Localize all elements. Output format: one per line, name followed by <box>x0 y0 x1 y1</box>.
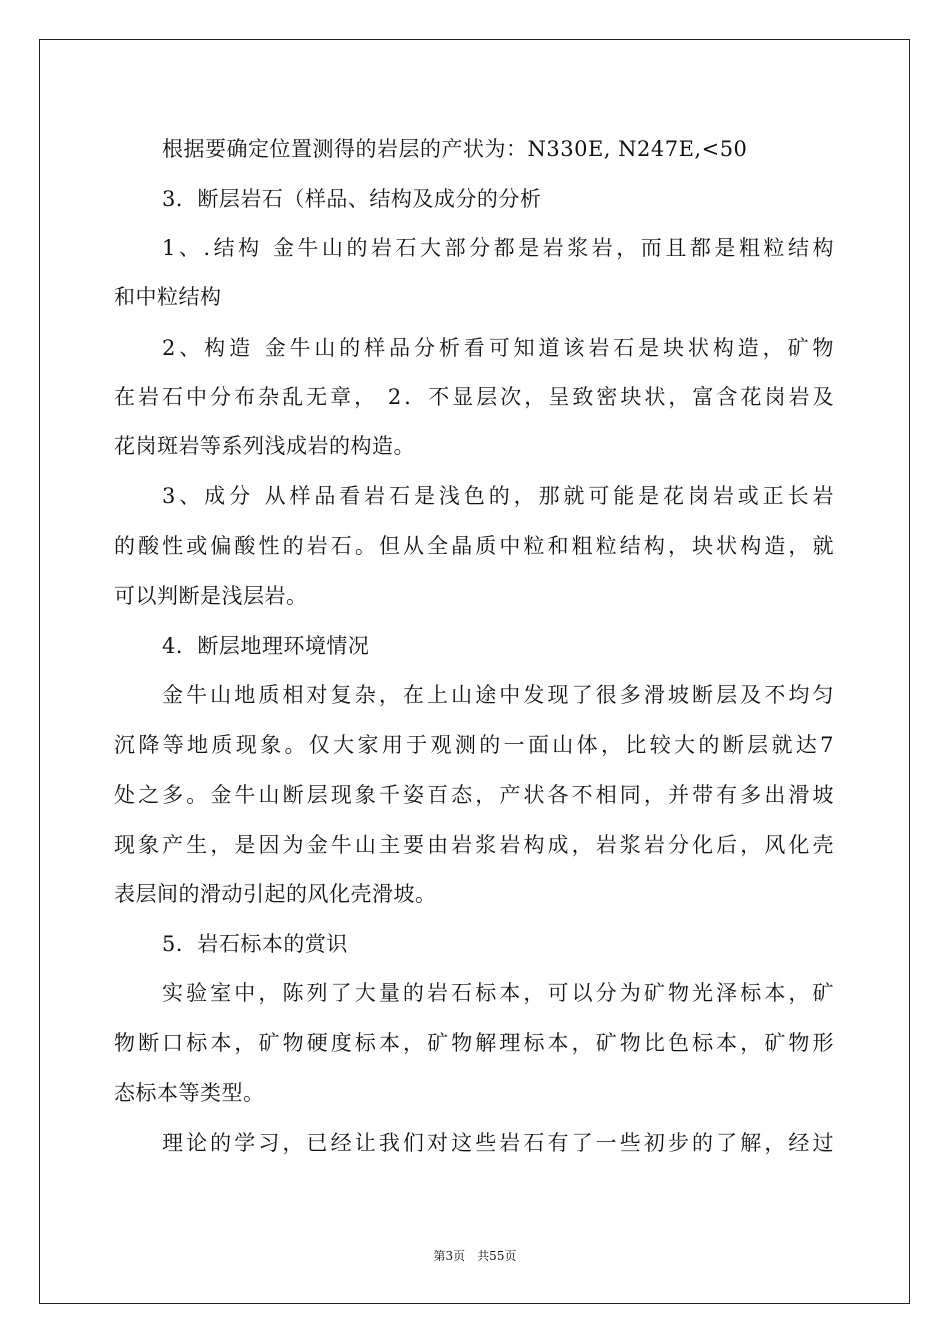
body-line-structure-cont: 和中粒结构 <box>114 285 222 309</box>
page-border <box>39 39 910 1304</box>
body-line-composition: 3、成分 从样品看岩石是浅色的，那就可能是花岗岩或正长岩 <box>162 484 834 508</box>
body-line-specimens-2: 物断口标本，矿物硬度标本，矿物解理标本，矿物比色标本，矿物形 <box>114 1031 834 1055</box>
body-line-environment-4: 现象产生，是因为金牛山主要由岩浆岩构成，岩浆岩分化后，风化壳 <box>114 833 834 857</box>
body-line-structure: 1、.结构 金牛山的岩石大部分都是岩浆岩，而且都是粗粒结构 <box>162 236 834 260</box>
body-line-construction: 2、构造 金牛山的样品分析看可知道该岩石是块状构造，矿物 <box>162 336 834 360</box>
body-line-specimens-1: 实验室中，陈列了大量的岩石标本，可以分为矿物光泽标本，矿 <box>162 981 834 1005</box>
section-heading-environment: 4．断层地理环境情况 <box>162 634 370 658</box>
body-line-construction-cont-2: 花岗斑岩等系列浅成岩的构造。 <box>114 434 415 458</box>
body-line-composition-cont-2: 可以判断是浅层岩。 <box>114 584 308 608</box>
section-heading-fault-rock: 3．断层岩石（样品、结构及成分的分析 <box>162 187 542 211</box>
body-line-environment-3: 处之多。金牛山断层现象千姿百态，产状各不相同，并带有多出滑坡 <box>114 783 834 807</box>
body-line-environment-2: 沉降等地质现象。仅大家用于观测的一面山体，比较大的断层就达7 <box>114 733 834 757</box>
page-number-footer: 第3页 共55页 <box>433 1249 517 1263</box>
body-line-environment-1: 金牛山地质相对复杂，在上山途中发现了很多滑坡断层及不均匀 <box>162 683 834 707</box>
body-line-environment-5: 表层间的滑动引起的风化壳滑坡。 <box>114 882 437 906</box>
body-line-theory: 理论的学习，已经让我们对这些岩石有了一些初步的了解，经过 <box>162 1131 834 1155</box>
body-line-attitude: 根据要确定位置测得的岩层的产状为：N330E, N247E,<50 <box>162 137 748 161</box>
body-line-composition-cont-1: 的酸性或偏酸性的岩石。但从全晶质中粒和粗粒结构，块状构造，就 <box>114 534 834 558</box>
section-heading-specimens: 5．岩石标本的赏识 <box>162 932 348 956</box>
body-line-construction-cont-1: 在岩石中分布杂乱无章， 2．不显层次，呈致密块状，富含花岗岩及 <box>114 385 834 409</box>
body-line-specimens-3: 态标本等类型。 <box>114 1081 265 1105</box>
